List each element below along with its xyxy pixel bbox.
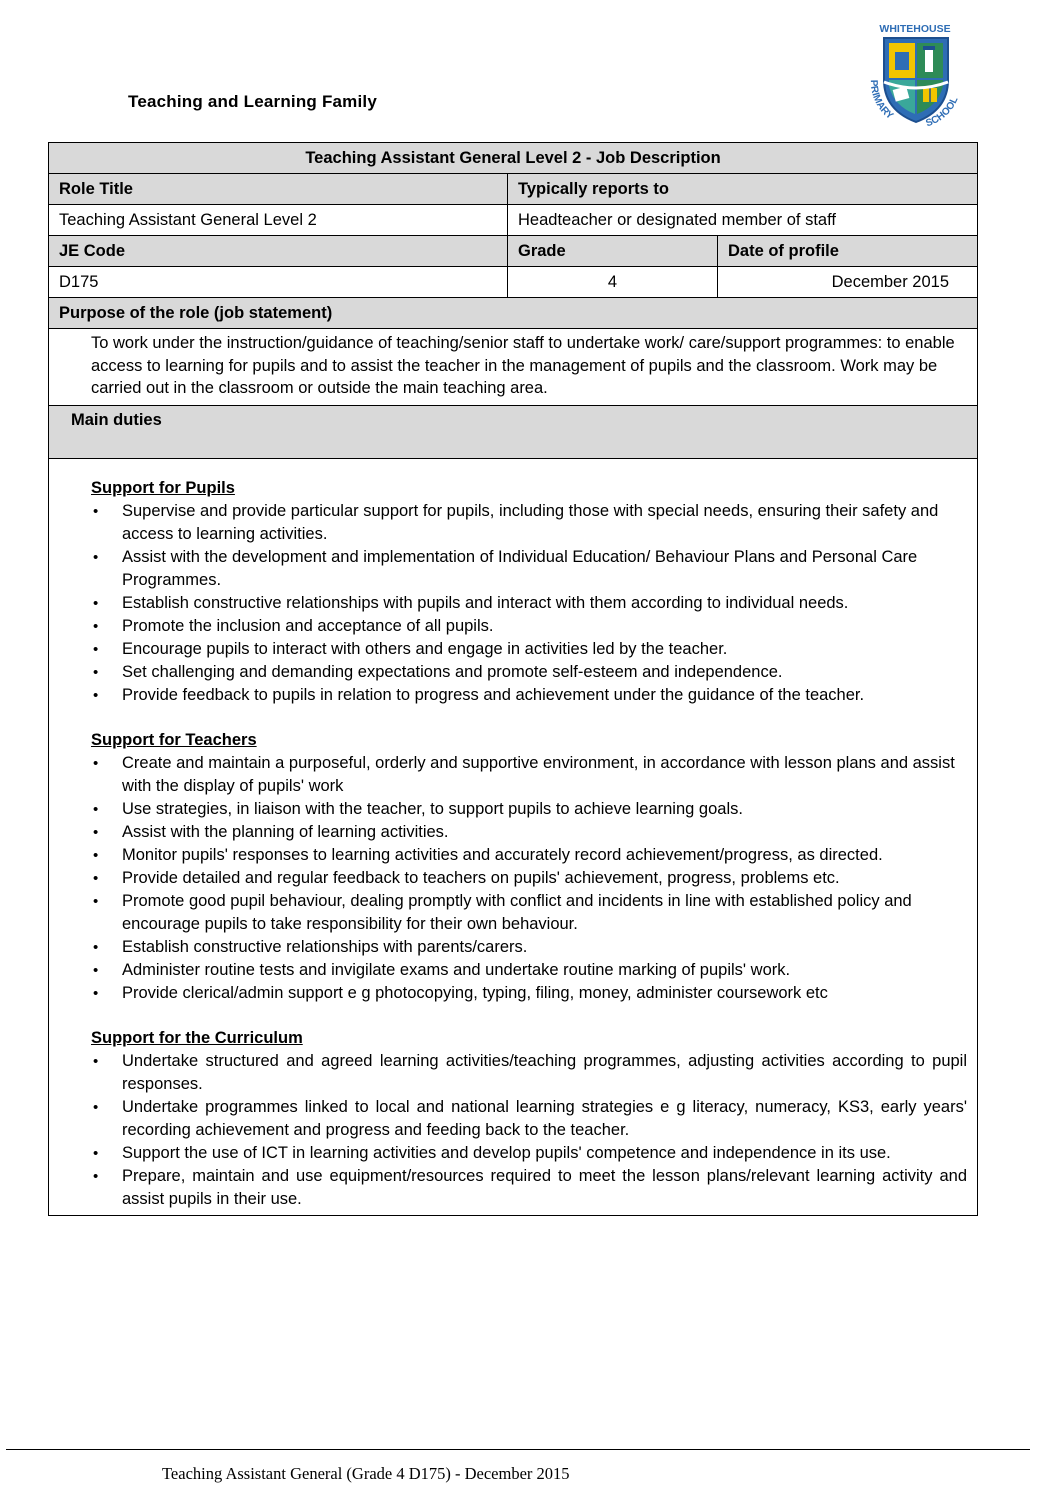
list-item: • Establish constructive relationships with pupils and interact with them according to individual needs. xyxy=(91,592,967,615)
list-item: • Assist with the planning of learning activities. xyxy=(91,821,967,844)
grade-label: Grade xyxy=(508,236,718,267)
list-item: • Administer routine tests and invigilate exams and undertake routine marking of pupils' work. xyxy=(91,959,967,982)
list-item: • Encourage pupils to interact with others and engage in activities led by the teacher. xyxy=(91,638,967,661)
purpose-label: Purpose of the role (job statement) xyxy=(49,298,978,329)
list-item: • Monitor pupils' responses to learning activities and accurately record achievement/progress, as directed. xyxy=(91,844,967,867)
list-item: • Set challenging and demanding expectations and promote self-esteem and independence. xyxy=(91,661,967,684)
section-heading-pupils: Support for Pupils xyxy=(91,478,235,497)
role-title-value: Teaching Assistant General Level 2 xyxy=(49,205,508,236)
crest-top-text: WHITEHOUSE xyxy=(879,23,951,35)
list-item: • Establish constructive relationships with parents/carers. xyxy=(91,936,967,959)
list-item: • Supervise and provide particular support for pupils, including those with special needs, ensuring their safety and access to learning activities. xyxy=(91,500,967,546)
list-item: • Support the use of ICT in learning activities and develop pupils' competence and independence in its use. xyxy=(91,1142,967,1165)
list-item: • Undertake programmes linked to local and national learning strategies e g literacy, numeracy, KS3, early years' recording achievement and progress and feeding back to the teacher. xyxy=(91,1096,967,1142)
date-of-profile-label: Date of profile xyxy=(718,236,978,267)
list-item: • Promote good pupil behaviour, dealing promptly with conflict and incidents in line with established policy and encourage pupils to take responsibility for their own behaviour. xyxy=(91,890,967,936)
duty-list-pupils xyxy=(91,500,967,707)
list-item: • Provide detailed and regular feedback to teachers on pupils' achievement, progress, problems etc. xyxy=(91,867,967,890)
purpose-text: To work under the instruction/guidance of teaching/senior staff to undertake work/ care/support programmes: to enable access to learning for pupils and to assist the teacher in the management of pupils and the classroom. Work may be carried out in the classroom or outside the main teaching area. xyxy=(49,329,978,406)
page-footer: Teaching Assistant General (Grade 4 D175) - December 2015 xyxy=(162,1464,570,1483)
list-item: • Use strategies, in liaison with the teacher, to support pupils to achieve learning goals. xyxy=(91,798,967,821)
reports-to-label: Typically reports to xyxy=(508,174,978,205)
grade-value: 4 xyxy=(508,267,718,298)
school-crest-logo xyxy=(862,22,968,134)
crest-left-text: PRIMARY xyxy=(867,79,896,122)
date-of-profile-value: December 2015 xyxy=(718,267,978,298)
duty-list-curriculum xyxy=(91,1050,967,1211)
crest-right-text: SCHOOL xyxy=(924,95,961,130)
reports-to-value: Headteacher or designated member of staff xyxy=(508,205,978,236)
list-item: • Provide clerical/admin support e g photocopying, typing, filing, money, administer coursework etc xyxy=(91,982,967,1005)
main-duties-content xyxy=(49,458,978,1215)
list-item: • Create and maintain a purposeful, orderly and supportive environment, in accordance with lesson plans and assist with the display of pupils' work xyxy=(91,752,967,798)
role-title-label: Role Title xyxy=(49,174,508,205)
footer-divider xyxy=(6,1449,1030,1450)
duty-list-teachers xyxy=(91,752,967,1005)
section-heading-curriculum: Support for the Curriculum xyxy=(91,1028,303,1047)
page-heading: Teaching and Learning Family xyxy=(128,92,377,111)
crest-graphic xyxy=(862,22,968,134)
section-heading-teachers: Support for Teachers xyxy=(91,730,257,749)
list-item: • Assist with the development and implementation of Individual Education/ Behaviour Plans and Personal Care Programmes. xyxy=(91,546,967,592)
je-code-label: JE Code xyxy=(49,236,508,267)
table-title: Teaching Assistant General Level 2 - Job Description xyxy=(49,143,978,174)
list-item: • Undertake structured and agreed learning activities/teaching programmes, adjusting activities according to pupil responses. xyxy=(91,1050,967,1096)
job-description-table xyxy=(48,142,978,1216)
list-item: • Prepare, maintain and use equipment/resources required to meet the lesson plans/relevant learning activity and assist pupils in their use. xyxy=(91,1165,967,1211)
list-item: • Provide feedback to pupils in relation to progress and achievement under the guidance of the teacher. xyxy=(91,684,967,707)
je-code-value: D175 xyxy=(49,267,508,298)
main-duties-label: Main duties xyxy=(49,405,978,458)
list-item: • Promote the inclusion and acceptance of all pupils. xyxy=(91,615,967,638)
